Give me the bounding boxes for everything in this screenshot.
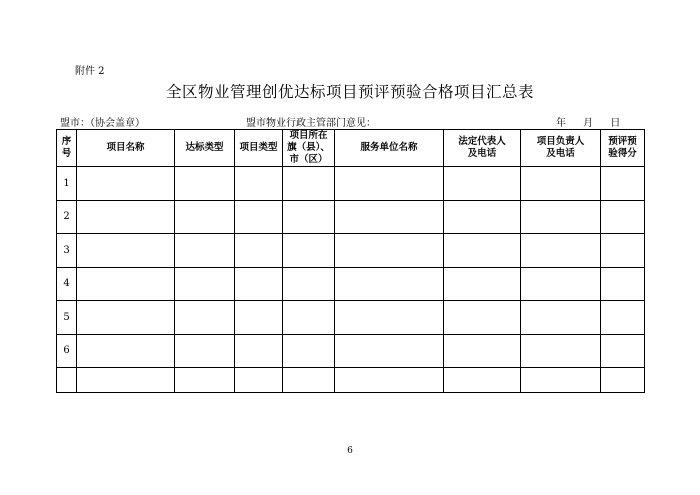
table-cell [335, 234, 444, 268]
table-cell [283, 200, 335, 234]
table-cell [444, 301, 521, 335]
table-cell [77, 334, 175, 368]
table-cell [444, 334, 521, 368]
table-cell [175, 301, 235, 335]
page-number: 6 [347, 446, 353, 456]
row-number: 1 [57, 167, 77, 201]
table-cell [335, 167, 444, 201]
table-row [57, 234, 645, 268]
table-cell [235, 200, 283, 234]
table-row [57, 334, 645, 368]
table-row [57, 368, 645, 393]
table-cell [601, 368, 645, 393]
table-cell [521, 167, 601, 201]
table-cell [235, 334, 283, 368]
table-cell [335, 334, 444, 368]
league-label: 盟市：（协会盖章） [60, 118, 145, 129]
table-cell [175, 200, 235, 234]
row-number: 4 [57, 267, 77, 301]
table-cell [235, 234, 283, 268]
table-cell [175, 167, 235, 201]
header-location: 项目所在 旗（县）、 市（区） [283, 130, 335, 167]
table-cell [175, 267, 235, 301]
header-standard-type: 达标类型 [175, 130, 235, 167]
header-seq: 序 号 [57, 130, 77, 167]
table-row [57, 267, 645, 301]
table-cell [601, 167, 645, 201]
row-number: 5 [57, 301, 77, 335]
summary-table [56, 129, 645, 393]
table-header-row [57, 130, 645, 167]
date-label: 年 月 日 [556, 118, 621, 129]
table-cell [175, 334, 235, 368]
table-cell [521, 234, 601, 268]
table-cell [521, 368, 601, 393]
table-cell [283, 368, 335, 393]
table-cell [521, 267, 601, 301]
header-service-unit: 服务单位名称 [335, 130, 444, 167]
table-cell [601, 200, 645, 234]
table-cell [283, 301, 335, 335]
table-cell [335, 200, 444, 234]
table-cell [175, 234, 235, 268]
row-number: 3 [57, 234, 77, 268]
table-cell [521, 301, 601, 335]
table-cell [235, 167, 283, 201]
header-score: 预评预 验得分 [601, 130, 645, 167]
table-cell [77, 167, 175, 201]
table-cell [283, 167, 335, 201]
table-row [57, 200, 645, 234]
table-cell [77, 301, 175, 335]
table-cell [235, 368, 283, 393]
table-cell [283, 234, 335, 268]
table-cell [444, 167, 521, 201]
table-cell [521, 334, 601, 368]
table-cell [601, 301, 645, 335]
table-cell [444, 267, 521, 301]
row-number: 6 [57, 334, 77, 368]
table-cell [601, 267, 645, 301]
row-number [57, 368, 77, 393]
header-project-name: 项目名称 [77, 130, 175, 167]
table-cell [601, 234, 645, 268]
document-title: 全区物业管理创优达标项目预评预验合格项目汇总表 [165, 83, 534, 101]
header-project-type: 项目类型 [235, 130, 283, 167]
table-cell [521, 200, 601, 234]
table-cell [335, 267, 444, 301]
table-cell [283, 267, 335, 301]
table-cell [335, 368, 444, 393]
table-cell [77, 234, 175, 268]
table-cell [175, 368, 235, 393]
table-row [57, 301, 645, 335]
row-number: 2 [57, 200, 77, 234]
table-cell [444, 368, 521, 393]
department-opinion-label: 盟市物业行政主管部门意见： [246, 118, 376, 129]
table-cell [335, 301, 444, 335]
table-cell [444, 234, 521, 268]
table-cell [235, 267, 283, 301]
table-row [57, 167, 645, 201]
header-legal-rep: 法定代表人 及电话 [444, 130, 521, 167]
table-cell [77, 200, 175, 234]
table-cell [444, 200, 521, 234]
table-cell [235, 301, 283, 335]
header-project-lead: 项目负责人 及电话 [521, 130, 601, 167]
attachment-label: 附件 2 [75, 66, 105, 77]
table-cell [77, 267, 175, 301]
table-cell [77, 368, 175, 393]
table-cell [283, 334, 335, 368]
table-cell [601, 334, 645, 368]
